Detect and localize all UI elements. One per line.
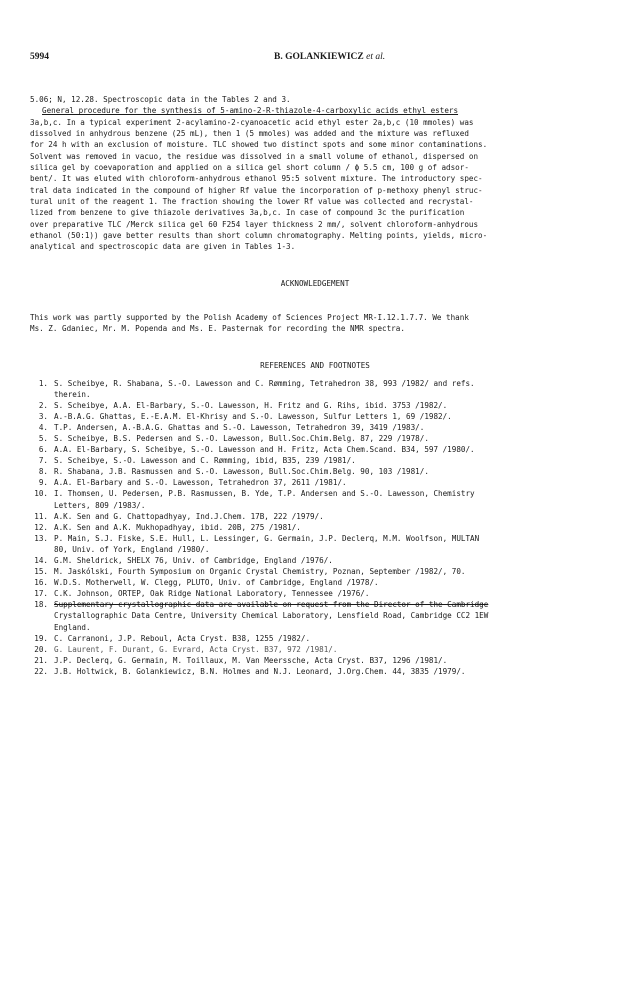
reference-number: 22. — [34, 666, 48, 676]
reference-line: Crystallographic Data Centre, University Chemical Laboratory, Lensfield Road, Cambridge CC2 1EW — [54, 611, 489, 621]
reference-number: 2. — [38, 400, 48, 410]
reference-line: C. Carranoni, J.P. Reboul, Acta Cryst. B38, 1255 /1982/. — [54, 633, 311, 643]
procedure-heading-line: General procedure for the synthesis of 5-amino-2-R-thiazole-4-carboxylic acids ethyl esters — [42, 106, 459, 116]
reference-line: 80, Univ. of York, England /1980/. — [54, 544, 210, 554]
reference-text — [48, 466, 600, 477]
page-number: 5994 — [30, 52, 49, 62]
reference-number: 7. — [38, 456, 48, 466]
reference-item — [30, 555, 600, 566]
reference-number: 12. — [34, 522, 48, 532]
reference-line: Letters, 809 /1983/. — [54, 500, 146, 510]
reference-number: 3. — [38, 411, 48, 421]
reference-line: W.D.S. Motherwell, W. Clegg, PLUTO, Univ. of Cambridge, England /1978/. — [54, 578, 379, 588]
reference-number: 14. — [34, 556, 48, 565]
reference-text — [48, 644, 600, 655]
reference-text — [48, 477, 600, 488]
reference-text — [48, 666, 600, 677]
reference-item — [30, 644, 600, 655]
acknowledgement-text — [30, 312, 600, 335]
text-line: tural unit of the reagent 1. The fraction showing the lower Rf value was collected and recrystal- — [30, 197, 474, 207]
reference-line: Supplementary crystallographic data are available on request from the Director of the Cambridge — [54, 600, 489, 610]
reference-item — [30, 466, 600, 477]
reference-text — [48, 599, 600, 632]
reference-line: S. Scheibye, S.-O. Lawesson and C. Rømming, ibid, B35, 239 /1981/. — [54, 456, 356, 466]
reference-number: 20. — [34, 644, 48, 654]
text-line: silica gel by coevaporation and applied on a silica gel short column / ϕ 5.5 cm, 100 g of adsor- — [30, 163, 469, 173]
reference-item — [30, 599, 600, 632]
reference-item — [30, 588, 600, 599]
paper-page — [30, 52, 600, 677]
text-line: bent/. It was eluted with chloroform-anhydrous ethanol 95:5 solvent mixture. The introductory spec- — [30, 174, 483, 184]
reference-text — [48, 455, 600, 466]
reference-item — [30, 378, 600, 400]
reference-number: 1. — [38, 378, 48, 388]
reference-line: G.M. Sheldrick, SHELX 76, Univ. of Cambridge, England /1976/. — [54, 556, 333, 565]
reference-item — [30, 533, 600, 555]
reference-item — [30, 633, 600, 644]
text-line: dissolved in anhydrous benzene (25 mL), then 1 (5 mmoles) was added and the mixture was refluxed — [30, 129, 469, 139]
reference-text — [48, 577, 600, 588]
reference-line: S. Scheibye, A.A. El-Barbary, S.-O. Lawesson, H. Fritz and G. Rihs, ibid. 3753 /1982/. — [54, 400, 448, 410]
reference-number: 16. — [34, 578, 48, 588]
reference-text — [48, 588, 600, 599]
reference-number: 5. — [38, 433, 48, 443]
reference-text — [48, 378, 600, 400]
references-heading: REFERENCES AND FOOTNOTES — [260, 360, 370, 370]
reference-line: I. Thomsen, U. Pedersen, P.B. Rasmussen, B. Yde, T.P. Andersen and S.-O. Lawesson, Chemistry — [54, 489, 475, 499]
reference-text — [48, 566, 600, 577]
running-head — [274, 52, 385, 62]
reference-text — [48, 633, 600, 644]
reference-item — [30, 477, 600, 488]
reference-number: 10. — [34, 489, 48, 499]
reference-number: 6. — [38, 445, 48, 455]
text-line: Ms. Z. Gdaniec, Mr. M. Popenda and Ms. E. Pasternak for recording the NMR spectra. — [30, 324, 405, 334]
reference-line: J.B. Holtwick, B. Golankiewicz, B.N. Holmes and N.J. Leonard, J.Org.Chem. 44, 3835 /1979/. — [54, 666, 466, 676]
reference-text — [48, 655, 600, 666]
reference-item — [30, 666, 600, 677]
reference-line: T.P. Andersen, A.-B.A.G. Ghattas and S.-O. Lawesson, Tetrahedron 39, 3419 /1983/. — [54, 422, 425, 432]
reference-number: 9. — [38, 478, 48, 488]
reference-text — [48, 555, 600, 566]
reference-line: M. Jaskólski, Fourth Symposium on Organic Crystal Chemistry, Poznan, September /1982/, 70. — [54, 567, 466, 577]
reference-item — [30, 422, 600, 433]
reference-item — [30, 444, 600, 455]
reference-text — [48, 511, 600, 522]
acknowledgement-heading: ACKNOWLEDGEMENT — [280, 278, 350, 288]
running-head-author: B. GOLANKIEWICZ — [274, 52, 364, 62]
reference-text — [48, 444, 600, 455]
reference-line: A.A. El-Barbary, S. Scheibye, S.-O. Lawesson and H. Fritz, Acta Chem.Scand. B34, 597 /1980/. — [54, 445, 475, 455]
text-line: 5.06; N, 12.28. Spectroscopic data in the Tables 2 and 3. — [30, 95, 291, 104]
reference-number: 4. — [38, 422, 48, 432]
reference-item — [30, 577, 600, 588]
reference-number: 13. — [34, 533, 48, 543]
text-line: 3a,b,c. In a typical experiment 2-acylamino-2-cyanoacetic acid ethyl ester 2a,b,c (10 mmoles) was — [30, 117, 474, 127]
experimental-text — [30, 94, 600, 253]
reference-line: J.P. Declerq, G. Germain, M. Toillaux, M. Van Meerssche, Acta Cryst. B37, 1296 /1981/. — [54, 655, 448, 665]
reference-line: S. Scheibye, B.S. Pedersen and S.-O. Lawesson, Bull.Soc.Chim.Belg. 87, 229 /1978/. — [54, 433, 429, 443]
text-line: lized from benzene to give thiazole derivatives 3a,b,c. In case of compound 3c the purification — [30, 208, 465, 218]
running-head-etal: et al. — [366, 52, 386, 62]
reference-line: A.A. El-Barbary and S.-O. Lawesson, Tetrahedron 37, 2611 /1981/. — [54, 478, 347, 488]
reference-line: R. Shabana, J.B. Rasmussen and S.-O. Lawesson, Bull.Soc.Chim.Belg. 90, 103 /1981/. — [54, 467, 429, 477]
reference-item — [30, 411, 600, 422]
text-line: for 24 h with an exclusion of moisture. TLC showed two distinct spots and some minor contaminations. — [30, 140, 488, 150]
reference-line: A.K. Sen and A.K. Mukhopadhyay, ibid. 20B, 275 /1981/. — [54, 522, 301, 532]
reference-item — [30, 655, 600, 666]
reference-item — [30, 455, 600, 466]
reference-text — [48, 522, 600, 533]
text-line: Solvent was removed in vacuo, the residue was dissolved in a small volume of ethanol, dispersed on — [30, 151, 479, 161]
reference-item — [30, 511, 600, 522]
reference-text — [48, 488, 600, 510]
text-line: analytical and spectroscopic data are given in Tables 1-3. — [30, 242, 296, 252]
reference-number: 21. — [34, 655, 48, 665]
text-line: over preparative TLC /Merck silica gel 60 F254 layer thickness 2 mm/, solvent chloroform-anhydrous — [30, 219, 479, 229]
text-line: tral data indicated in the compound of higher Rf value the incorporation of p-methoxy phenyl struc- — [30, 185, 483, 195]
reference-text — [48, 422, 600, 433]
text-line: This work was partly supported by the Polish Academy of Sciences Project MR-I.12.1.7.7. We thank — [30, 312, 469, 322]
reference-line: A.K. Sen and G. Chattopadhyay, Ind.J.Chem. 17B, 222 /1979/. — [54, 511, 324, 521]
references-list — [30, 378, 600, 678]
reference-line: C.K. Johnson, ORTEP, Oak Ridge National Laboratory, Tennessee /1976/. — [54, 589, 370, 599]
reference-item — [30, 566, 600, 577]
reference-number: 19. — [34, 633, 48, 643]
reference-line: therein. — [54, 389, 91, 399]
reference-item — [30, 488, 600, 510]
reference-number: 18. — [34, 600, 48, 610]
reference-line: G. Laurent, F. Durant, G. Evrard, Acta Cryst. B37, 972 /1981/. — [54, 644, 338, 654]
reference-item — [30, 400, 600, 411]
reference-number: 8. — [38, 467, 48, 477]
reference-text — [48, 411, 600, 422]
reference-number: 11. — [34, 511, 48, 521]
page-header — [30, 52, 600, 70]
reference-number: 17. — [34, 589, 48, 599]
reference-text — [48, 400, 600, 411]
reference-line: P. Main, S.J. Fiske, S.E. Hull, L. Lessinger, G. Germain, J.P. Declerq, M.M. Woolfson, MULTAN — [54, 533, 480, 543]
reference-text — [48, 433, 600, 444]
reference-text — [48, 533, 600, 555]
reference-item — [30, 522, 600, 533]
reference-line: England. — [54, 622, 91, 632]
reference-item — [30, 433, 600, 444]
reference-line: S. Scheibye, R. Shabana, S.-O. Lawesson and C. Rømming, Tetrahedron 38, 993 /1982/ and refs. — [54, 378, 475, 388]
text-line: ethanol (50:1)) gave better results than short column chromatography. Melting points, yields, micro- — [30, 231, 488, 241]
reference-number: 15. — [34, 567, 48, 577]
reference-line: A.-B.A.G. Ghattas, E.-E.A.M. El-Khrisy and S.-O. Lawesson, Sulfur Letters 1, 69 /1982/. — [54, 411, 452, 421]
